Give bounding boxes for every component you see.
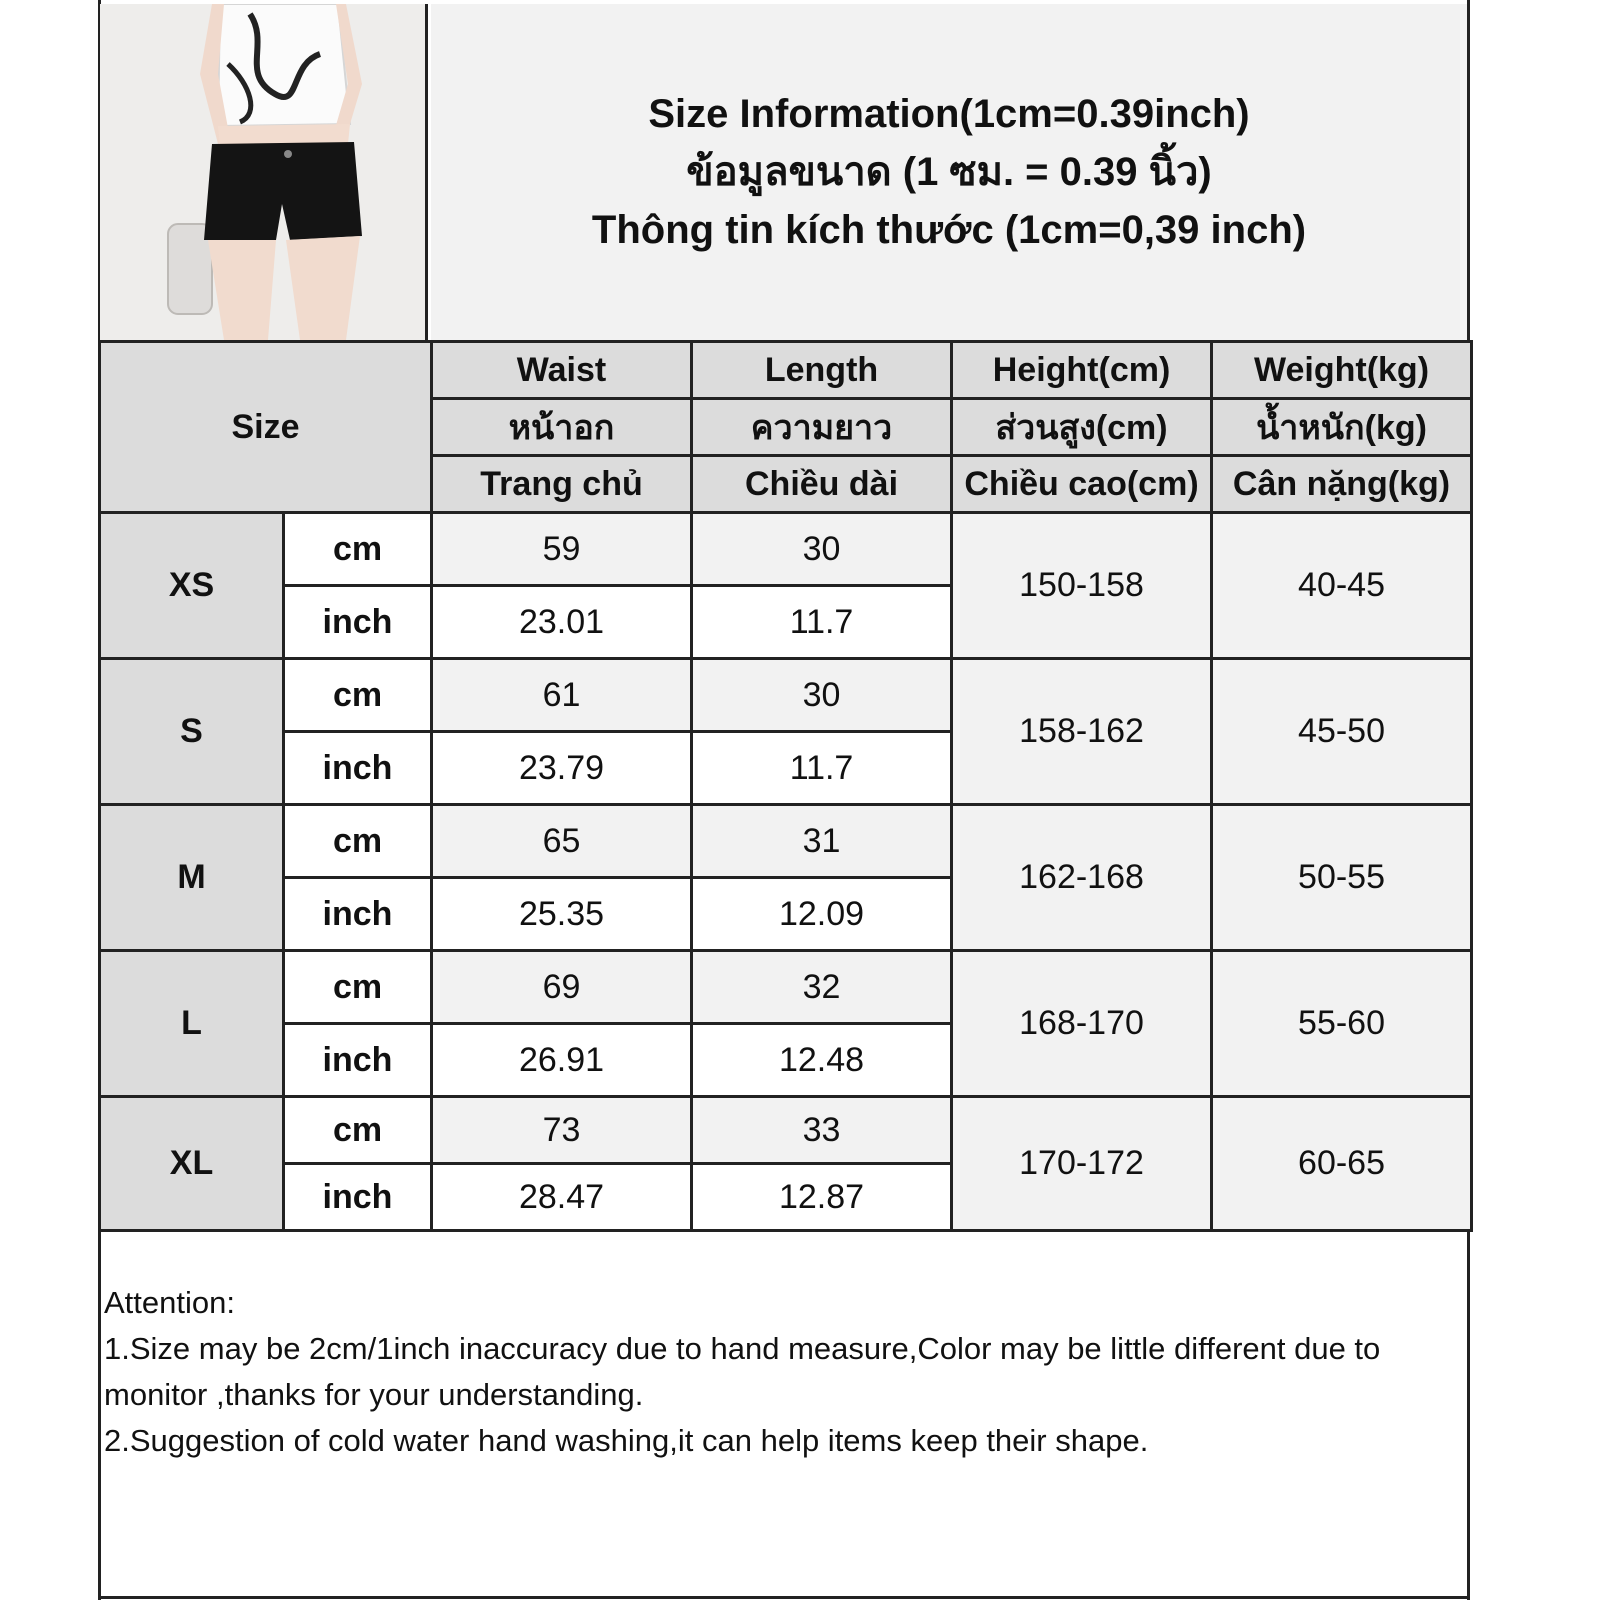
header-length-vi: Chiều dài	[692, 456, 952, 513]
height-range: 158-162	[952, 659, 1212, 805]
weight-range: 45-50	[1212, 659, 1472, 805]
unit-cm: cm	[284, 805, 432, 878]
attention-notes	[104, 1280, 1464, 1464]
note-item-2: 2.Suggestion of cold water hand washing,it can help items keep their shape.	[104, 1423, 1149, 1458]
unit-inch: inch	[284, 586, 432, 659]
table-row	[100, 1097, 1472, 1164]
header-waist-vi: Trang chủ	[432, 456, 692, 513]
weight-range: 60-65	[1212, 1097, 1472, 1231]
header-weight-vi: Cân nặng(kg)	[1212, 456, 1472, 513]
table-row	[100, 513, 1472, 586]
waist-cm: 73	[432, 1097, 692, 1164]
length-cm: 31	[692, 805, 952, 878]
header-height-vi: Chiều cao(cm)	[952, 456, 1212, 513]
note-item-1: 1.Size may be 2cm/1inch inaccuracy due to hand measure,Color may be little different due to monitor ,thanks for your understanding.	[104, 1331, 1381, 1412]
size-label: S	[100, 659, 284, 805]
size-label: XL	[100, 1097, 284, 1231]
table-row	[100, 951, 1472, 1024]
header-weight-en: Weight(kg)	[1212, 342, 1472, 399]
model-illustration	[100, 4, 428, 340]
unit-inch: inch	[284, 1164, 432, 1231]
title-banner	[431, 4, 1467, 340]
waist-cm: 69	[432, 951, 692, 1024]
header-weight-th: น้ำหนัก(kg)	[1212, 399, 1472, 456]
waist-cm: 59	[432, 513, 692, 586]
height-range: 150-158	[952, 513, 1212, 659]
product-photo	[100, 4, 428, 340]
notes-heading: Attention:	[104, 1285, 235, 1320]
length-inch: 12.87	[692, 1164, 952, 1231]
length-inch: 11.7	[692, 586, 952, 659]
waist-cm: 61	[432, 659, 692, 732]
size-table	[98, 340, 1473, 1232]
size-label: XS	[100, 513, 284, 659]
waist-inch: 28.47	[432, 1164, 692, 1231]
weight-range: 40-45	[1212, 513, 1472, 659]
title-thai: ข้อมูลขนาด (1 ซม. = 0.39 นิ้ว)	[686, 150, 1212, 194]
unit-inch: inch	[284, 732, 432, 805]
header-waist-en: Waist	[432, 342, 692, 399]
size-header: Size	[100, 342, 432, 513]
waist-inch: 23.79	[432, 732, 692, 805]
size-label: M	[100, 805, 284, 951]
header-length-th: ความยาว	[692, 399, 952, 456]
unit-cm: cm	[284, 659, 432, 732]
title-english: Size Information(1cm=0.39inch)	[648, 92, 1250, 136]
height-range: 168-170	[952, 951, 1212, 1097]
title-vietnamese: Thông tin kích thước (1cm=0,39 inch)	[591, 208, 1307, 252]
waist-inch: 23.01	[432, 586, 692, 659]
table-row	[100, 659, 1472, 732]
table-row	[100, 805, 1472, 878]
header-length-en: Length	[692, 342, 952, 399]
length-cm: 30	[692, 659, 952, 732]
unit-cm: cm	[284, 951, 432, 1024]
height-range: 170-172	[952, 1097, 1212, 1231]
unit-inch: inch	[284, 1024, 432, 1097]
length-cm: 32	[692, 951, 952, 1024]
height-range: 162-168	[952, 805, 1212, 951]
unit-cm: cm	[284, 513, 432, 586]
length-inch: 11.7	[692, 732, 952, 805]
length-cm: 33	[692, 1097, 952, 1164]
size-label: L	[100, 951, 284, 1097]
length-inch: 12.09	[692, 878, 952, 951]
header-waist-th: หน้าอก	[432, 399, 692, 456]
length-inch: 12.48	[692, 1024, 952, 1097]
waist-inch: 25.35	[432, 878, 692, 951]
unit-inch: inch	[284, 878, 432, 951]
unit-cm: cm	[284, 1097, 432, 1164]
header-height-en: Height(cm)	[952, 342, 1212, 399]
header-height-th: ส่วนสูง(cm)	[952, 399, 1212, 456]
weight-range: 50-55	[1212, 805, 1472, 951]
bottom-border	[98, 1596, 1470, 1599]
length-cm: 30	[692, 513, 952, 586]
waist-cm: 65	[432, 805, 692, 878]
waist-inch: 26.91	[432, 1024, 692, 1097]
weight-range: 55-60	[1212, 951, 1472, 1097]
